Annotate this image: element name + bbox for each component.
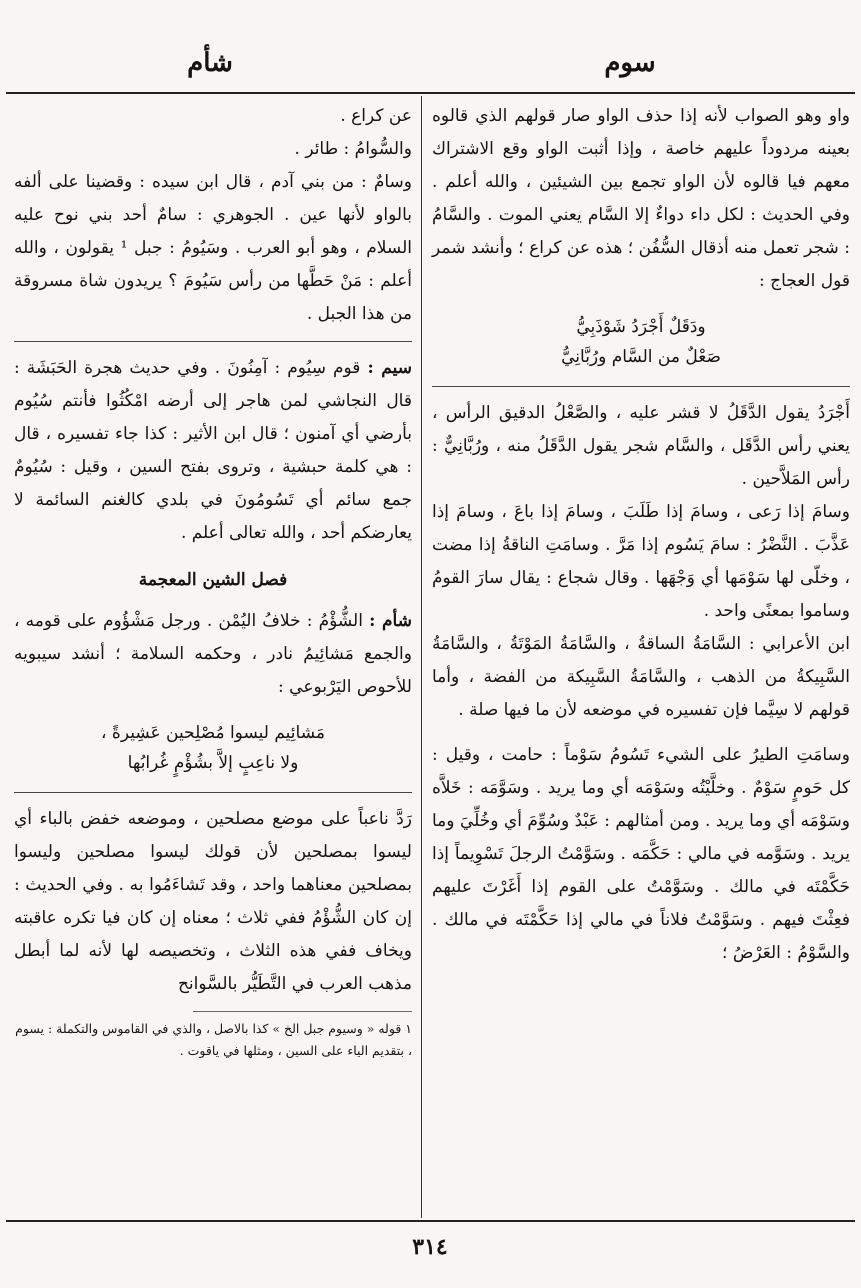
- left-column: [14, 100, 412, 1062]
- left-entry-shaam: [14, 605, 412, 704]
- headword-siym: سيم :: [367, 358, 412, 378]
- left-entry-rule: [14, 341, 412, 342]
- right-paragraph-5: وسامَتِ الطيرُ على الشيء تَسُومُ سَوْماً : حامت ، وقيل : كل حَومٍ سَوْمٌ . وخلَّيْتُه وسَوْمَه أي وما يريد . وسَوَّمَه : خَلاَّه وسَوْمَه أي وما يريد . ومن أمثالهم : عَبْدٌ وسُوِّمَ أي وخُلِّيَ وما يريد . وسَوَّمه في مالي : حَكَّمَه . وسَوَّمْتُ الرجلَ تَسْوِيماً إذا حَكَّمْتَه في مالك . وسَوَّمْتُ على القوم إذا أَغَرْتَ عليهم فعِثْتَ فيهم . وسَوَّمْتُ فلاناً في مالي إذا حَكَّمْتَه في مالك . والسَّوْمُ : العَرْضُ ؛: [432, 745, 850, 963]
- footnote-rule: [193, 1011, 412, 1012]
- left-verse-rule: [14, 792, 412, 793]
- left-paragraph-2: والسُّوامُ : طائر .: [294, 139, 412, 159]
- right-verse-rule: [432, 386, 850, 387]
- right-paragraph-1: واو وهو الصواب لأنه إذا حذف الواو صار قولهم الذي قالوه بعينه مردوداً عليهم خاصة ، وإذا أثبت الواو وقع الاشتراك معهم فيا قالوه لأن الواو تجمع بين الشيئين ، والله أعلم . وفي الحديث : لكل داء دواءٌ إلا السَّام يعني الموت . والسَّامُ : شجر تعمل منه أذقال السُّفُن ؛ هذه عن كراع ؛ وأنشد شمر قول العجاج :: [432, 106, 850, 291]
- column-divider: [421, 96, 422, 1218]
- left-paragraph-1: عن كراع .: [340, 106, 412, 126]
- right-paragraph-4: ابن الأعرابي : السَّامَةُ الساقةُ ، والسَّامَةُ المَوْتَةُ ، والسَّامَةُ السَّبِيكةُ من الذهب ، والسَّامَةُ السَّبِيكة من الفضة ، وأما قولهم لا سِيَّما فإن تفسيره في موضعه لأن ما فيها صلة .: [432, 634, 850, 720]
- right-verse-line-2: صَعْلٌ من السَّام ورُبَّانِيُّ: [561, 347, 721, 367]
- right-paragraph-2: أَجْرَدُ يقول الدَّقَلُ لا قشر عليه ، والصَّعْلُ الدقيق الرأس ، يعني رأس الدَّقَل ، والسَّام شجر يقول الدَّقَلُ منه ، ورُبَّانِيٌّ : رأس المَلاَّحين .: [432, 403, 850, 489]
- left-verse: [14, 718, 412, 778]
- section-title: فصل الشين المعجمة: [138, 570, 288, 590]
- left-verse-line-2: ولا ناعِبٍ إلاَّ بشُؤْمٍ غُرابُها: [127, 753, 299, 773]
- footnote: ١ قوله « وسيوم جبل الخ » كذا بالاصل ، والذي في القاموس والتكملة : يسوم ، بتقديم الياء على السين ، ومثلها في ياقوت .: [15, 1021, 412, 1058]
- right-verse-line-1: ودَقَلٌ أَجْرَدُ شَوْذَبِيُّ: [576, 317, 706, 337]
- header-rule: [6, 92, 855, 94]
- entry-siym-text: قوم سِيُوم : آمِنُونَ . وفي حديث هجرة الحَبَشَة : قال النجاشي لمن هاجر إلى أرضه امْكُثُوا فأنتم سُيُوم بأرضي أي آمنون ؛ قال ابن الأثير : كذا جاء تفسيره ، قال : هي كلمة حبشية ، وتروى بفتح السين ، وقيل : سُيُومٌ جمع سائم أي تَسُومُونَ في بلدي كالغنم السائمة لا يعارضكم أحد ، والله تعالى أعلم .: [14, 358, 412, 543]
- right-paragraph-3: وسامَ إذا رَعى ، وسامَ إذا طَلَبَ ، وسامَ إذا باعَ ، وسامَ إذا عَذَّبَ . النَّضْرُ : سامَ يَسُوم إذا مَرَّ . وسامَتِ الناقةُ إذا مضت ، وخلّى لها سَوْمَها أي وَجْهَها . وقال شجاع : يقال سارَ القومُ وساموا بمعنًى واحد .: [432, 502, 850, 621]
- left-verse-line-1: مَشائِيم ليسوا مُصْلِحين عَشِيرةً ،: [101, 723, 325, 743]
- left-header-title: شأم: [187, 48, 233, 78]
- left-paragraph-3: وسامٌ : من بني آدم ، قال ابن سيده : وقضينا على ألفه بالواو لأنها عين . الجوهري : سامٌ أحد بني نوح عليه السلام ، وهو أبو العرب . وسَيُومُ : جبل ¹ يقولون ، والله أعلم : مَنْ حَطَّها من رأس سَيُومَ ؟ يريدون شاة مسروقة من هذا الجبل .: [14, 172, 412, 324]
- footer-rule: [6, 1220, 855, 1222]
- entry-shaam-text: الشُّؤْمُ : خلافُ اليُمْن . ورجل مَشْؤُوم على قومه ، والجمع مَشائِيمُ نادر ، وحكمه السلامة ؛ أنشد سيبويه للأحوص اليَرْبوعي :: [14, 611, 412, 697]
- right-header-title: سوم: [604, 48, 656, 78]
- headword-shaam: شأم :: [369, 611, 412, 631]
- right-verse: [432, 312, 850, 372]
- right-column: [432, 100, 850, 970]
- left-entry-siym: [14, 352, 412, 550]
- page-number: ٣١٤: [412, 1234, 448, 1260]
- left-paragraph-6: رَدَّ ناعباً على موضع مصلحين ، وموضعه خفض بالباء أي ليسوا بمصلحين لأن قولك ليسوا مصلحين وليسوا بمصلحين معناهما واحد ، وقد تَشاءَمُوا به . وفي الحديث : إن كان الشُّؤْمُ ففي ثلاث ؛ معناه إن كان فيا تكره عاقبته ويخاف ففي هذه الثلاث ، وتخصيصه لها لأنه لما أبطل مذهب العرب في التَّطَيُّر بالسَّوانح: [14, 809, 412, 994]
